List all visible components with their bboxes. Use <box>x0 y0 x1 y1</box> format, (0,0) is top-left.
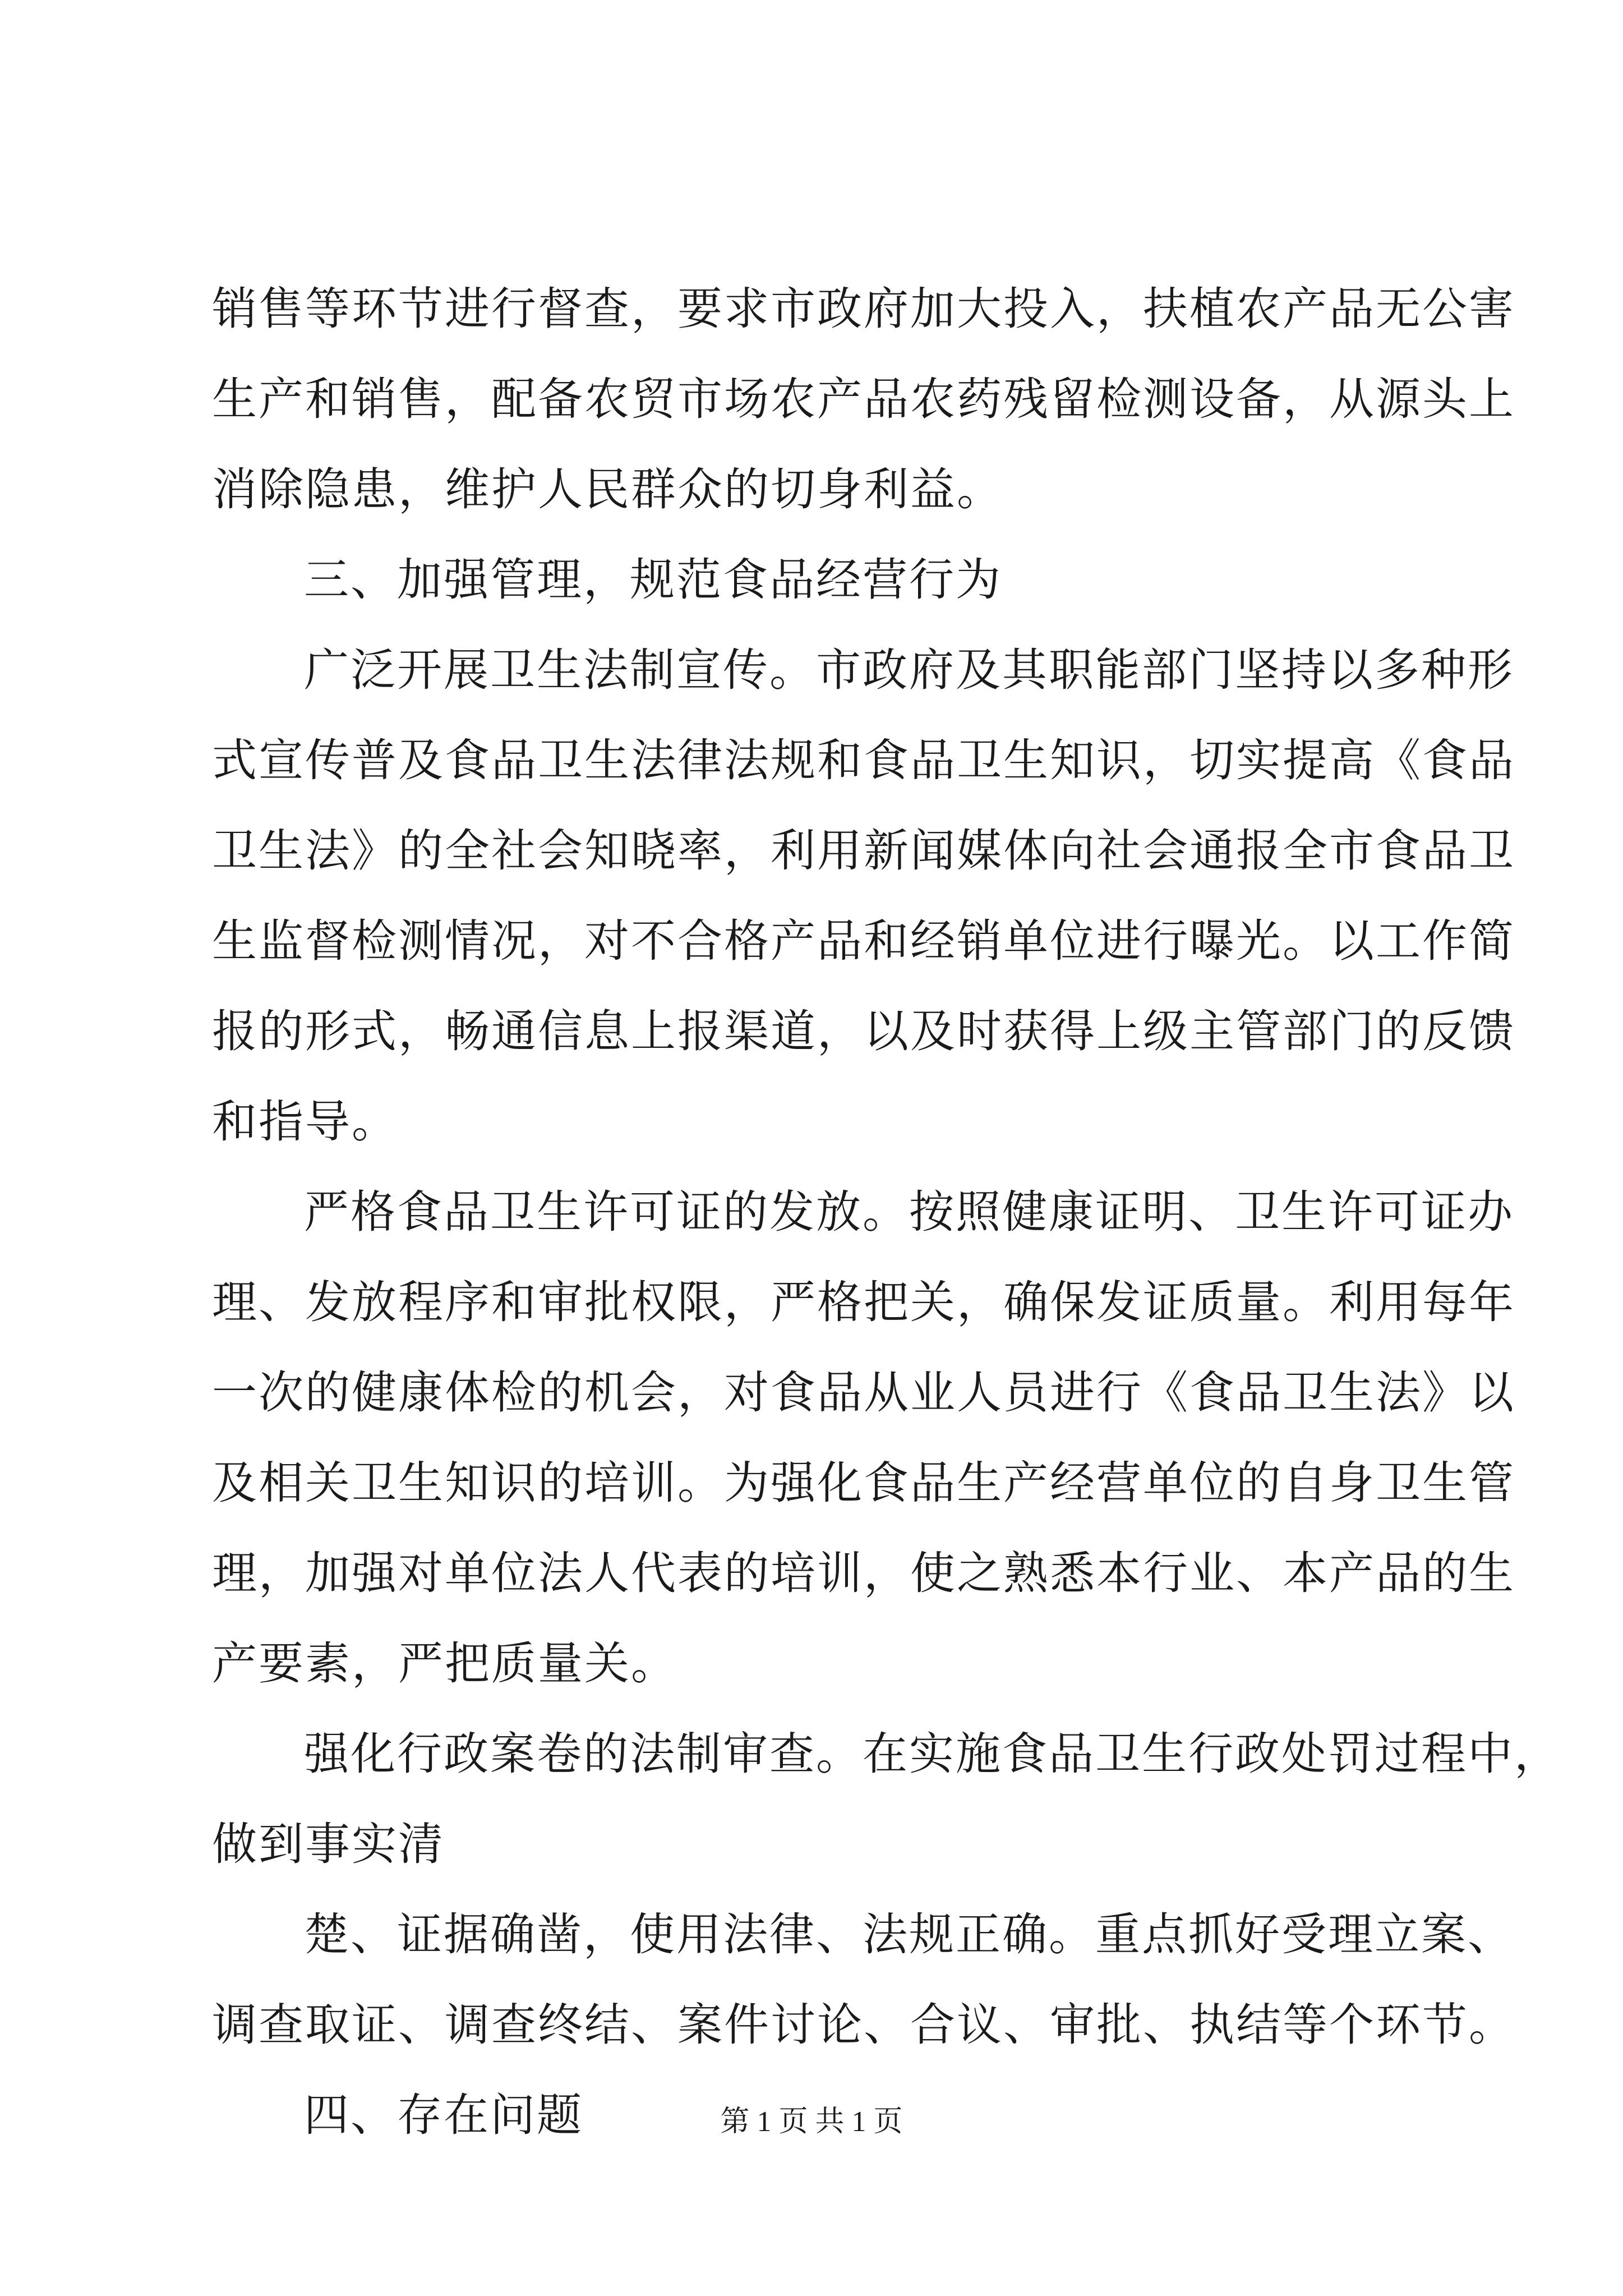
text-line: 式宣传普及食品卫生法律法规和食品卫生知识，切实提高《食品 <box>212 734 1515 786</box>
text-line: 理、发放程序和审批权限，严格把关，确保发证质量。利用每年 <box>212 1276 1515 1328</box>
text-line: 理，加强对单位法人代表的培训，使之熟悉本行业、本产品的生 <box>212 1547 1515 1599</box>
text-line: 调查取证、调查终结、案件讨论、合议、审批、执结等个环节。 <box>212 1999 1515 2051</box>
text-line: 报的形式，畅通信息上报渠道，以及时获得上级主管部门的反馈 <box>212 1005 1515 1057</box>
text-line: 严格食品卫生许可证的发放。按照健康证明、卫生许可证办 <box>304 1186 1514 1238</box>
text-line: 楚、证据确凿，使用法律、法规正确。重点抓好受理立案、 <box>304 1908 1514 1961</box>
text-line: 卫生法》的全社会知晓率，利用新闻媒体向社会通报全市食品卫 <box>212 825 1515 877</box>
text-line: 生监督检测情况，对不合格产品和经销单位进行曝光。以工作简 <box>212 915 1515 967</box>
section-heading: 四、存在问题 <box>304 2089 583 2141</box>
text-line: 销售等环节进行督查，要求市政府加大投入，扶植农产品无公害 <box>212 283 1515 335</box>
text-line: 一次的健康体检的机会，对食品从业人员进行《食品卫生法》以 <box>212 1366 1515 1419</box>
text-line: 和指导。 <box>212 1096 398 1148</box>
text-line: 生产和销售，配备农贸市场农产品农药残留检测设备，从源头上 <box>212 373 1515 425</box>
text-line: 做到事实清 <box>212 1818 445 1870</box>
text-line: 消除隐患，维护人民群众的切身利益。 <box>212 463 1003 516</box>
text-line: 产要素，严把质量关。 <box>212 1637 677 1690</box>
text-line: 强化行政案卷的法制审查。在实施食品卫生行政处罚过程中， <box>304 1728 1561 1780</box>
text-line: 及相关卫生知识的培训。为强化食品生产经营单位的自身卫生管 <box>212 1457 1515 1509</box>
document-body <box>212 264 1561 2160</box>
section-heading: 三、加强管理，规范食品经营行为 <box>304 554 1002 606</box>
page-number-label: 第 1 页 共 1 页 <box>720 2106 903 2138</box>
text-line: 广泛开展卫生法制宣传。市政府及其职能部门坚持以多种形 <box>304 644 1514 696</box>
page-footer <box>0 2102 1623 2142</box>
